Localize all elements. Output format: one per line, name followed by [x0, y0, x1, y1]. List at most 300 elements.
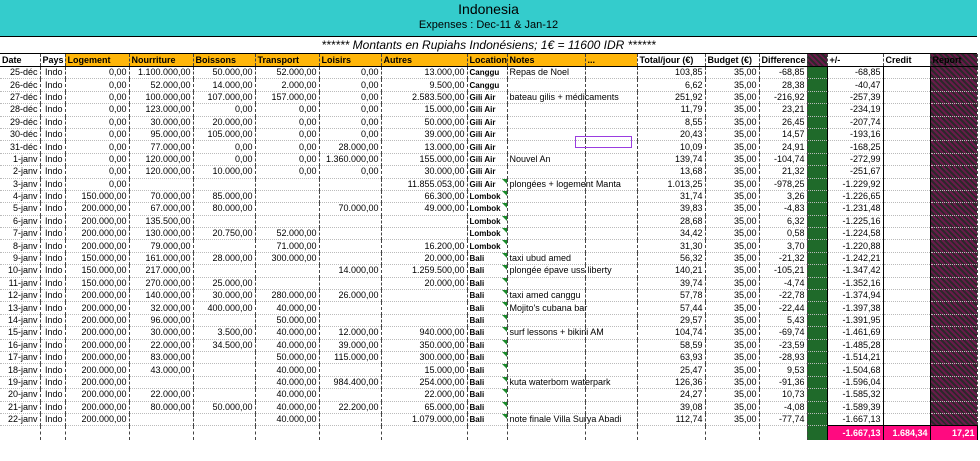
- cell-extra[interactable]: [585, 79, 637, 91]
- cell-boi[interactable]: [193, 351, 255, 363]
- cell-loc[interactable]: Bali: [467, 327, 507, 339]
- cell-pm[interactable]: -1.242,21: [827, 252, 883, 264]
- cell-aut[interactable]: 9.500,00: [381, 79, 467, 91]
- cell-aut[interactable]: 15.000,00: [381, 364, 467, 376]
- cell-credit[interactable]: [883, 104, 930, 116]
- cell-extra[interactable]: [585, 228, 637, 240]
- cell-mark[interactable]: [807, 104, 827, 116]
- cell-pays[interactable]: Indo: [40, 141, 65, 153]
- cell-extra[interactable]: [585, 166, 637, 178]
- cell-report[interactable]: [930, 203, 977, 215]
- cell-tot[interactable]: 56,32: [637, 252, 705, 264]
- cell-date[interactable]: 27-déc: [0, 91, 40, 103]
- cell-aut[interactable]: 254.000,00: [381, 376, 467, 388]
- cell-mark[interactable]: [807, 327, 827, 339]
- comment-indicator-icon[interactable]: [502, 340, 507, 345]
- cell-bud[interactable]: 35,00: [705, 376, 759, 388]
- cell-log[interactable]: 200.000,00: [65, 339, 129, 351]
- cell-boi[interactable]: 28.000,00: [193, 252, 255, 264]
- cell-nour[interactable]: 30.000,00: [129, 116, 193, 128]
- cell-loi[interactable]: [319, 252, 381, 264]
- cell-nour[interactable]: 135.500,00: [129, 215, 193, 227]
- cell-nour[interactable]: [129, 376, 193, 388]
- column-header-loisirs[interactable]: Loisirs: [319, 54, 381, 67]
- cell-pm[interactable]: -251,67: [827, 166, 883, 178]
- cell-mark[interactable]: [807, 153, 827, 165]
- cell-tot[interactable]: 103,85: [637, 67, 705, 79]
- totals-extra[interactable]: [585, 426, 637, 441]
- cell-loc[interactable]: Bali: [467, 364, 507, 376]
- cell-loi[interactable]: 1.360.000,00: [319, 153, 381, 165]
- cell-pays[interactable]: Indo: [40, 364, 65, 376]
- cell-pays[interactable]: Indo: [40, 376, 65, 388]
- cell-nour[interactable]: 67.000,00: [129, 203, 193, 215]
- totals-bud[interactable]: [705, 426, 759, 441]
- cell-diff[interactable]: -978,25: [759, 178, 807, 190]
- cell-pays[interactable]: Indo: [40, 228, 65, 240]
- cell-log[interactable]: 200.000,00: [65, 401, 129, 413]
- cell-credit[interactable]: [883, 215, 930, 227]
- cell-tot[interactable]: 10,09: [637, 141, 705, 153]
- totals-credit[interactable]: 1.684,34: [883, 426, 930, 441]
- cell-loi[interactable]: [319, 178, 381, 190]
- cell-boi[interactable]: 14.000,00: [193, 79, 255, 91]
- cell-note[interactable]: [507, 190, 585, 202]
- cell-date[interactable]: 9-janv: [0, 252, 40, 264]
- column-header-difference[interactable]: Difference: [759, 54, 807, 67]
- cell-tot[interactable]: 6,62: [637, 79, 705, 91]
- cell-credit[interactable]: [883, 290, 930, 302]
- cell-date[interactable]: 17-janv: [0, 351, 40, 363]
- cell-mark[interactable]: [807, 79, 827, 91]
- cell-tot[interactable]: 140,21: [637, 265, 705, 277]
- cell-aut[interactable]: 30.000,00: [381, 166, 467, 178]
- comment-indicator-icon[interactable]: [502, 203, 507, 208]
- cell-pm[interactable]: -193,16: [827, 128, 883, 140]
- cell-tra[interactable]: 52.000,00: [255, 228, 319, 240]
- cell-bud[interactable]: 35,00: [705, 203, 759, 215]
- cell-diff[interactable]: -4,08: [759, 401, 807, 413]
- cell-credit[interactable]: [883, 314, 930, 326]
- cell-mark[interactable]: [807, 240, 827, 252]
- cell-report[interactable]: [930, 265, 977, 277]
- cell-bud[interactable]: 35,00: [705, 290, 759, 302]
- cell-mark[interactable]: [807, 91, 827, 103]
- cell-report[interactable]: [930, 314, 977, 326]
- cell-note[interactable]: bateau gilis + médicaments: [507, 91, 585, 103]
- cell-aut[interactable]: 49.000,00: [381, 203, 467, 215]
- cell-mark[interactable]: [807, 228, 827, 240]
- cell-note[interactable]: [507, 128, 585, 140]
- cell-loc[interactable]: Lombok: [467, 228, 507, 240]
- cell-mark[interactable]: [807, 116, 827, 128]
- cell-boi[interactable]: [193, 389, 255, 401]
- cell-diff[interactable]: 0,58: [759, 228, 807, 240]
- cell-tot[interactable]: 8,55: [637, 116, 705, 128]
- cell-diff[interactable]: -22,78: [759, 290, 807, 302]
- column-header-location[interactable]: Location: [467, 54, 507, 67]
- selected-cell[interactable]: [575, 136, 632, 148]
- cell-log[interactable]: 200.000,00: [65, 364, 129, 376]
- column-header-pays[interactable]: Pays: [40, 54, 65, 67]
- cell-log[interactable]: 200.000,00: [65, 389, 129, 401]
- cell-aut[interactable]: 155.000,00: [381, 153, 467, 165]
- column-header-col15[interactable]: +/-: [827, 54, 883, 67]
- totals-report[interactable]: 17,21: [930, 426, 977, 441]
- cell-aut[interactable]: 11.855.053,00: [381, 178, 467, 190]
- cell-tra[interactable]: 280.000,00: [255, 290, 319, 302]
- comment-indicator-icon[interactable]: [502, 302, 507, 307]
- cell-pays[interactable]: Indo: [40, 339, 65, 351]
- cell-loi[interactable]: 0,00: [319, 67, 381, 79]
- cell-boi[interactable]: 3.500,00: [193, 327, 255, 339]
- cell-nour[interactable]: 96.000,00: [129, 314, 193, 326]
- cell-bud[interactable]: 35,00: [705, 389, 759, 401]
- cell-diff[interactable]: -22,44: [759, 302, 807, 314]
- cell-diff[interactable]: -77,74: [759, 413, 807, 425]
- cell-credit[interactable]: [883, 351, 930, 363]
- cell-tra[interactable]: [255, 215, 319, 227]
- cell-credit[interactable]: [883, 339, 930, 351]
- cell-report[interactable]: [930, 141, 977, 153]
- cell-note[interactable]: Mojito's cubana bar: [507, 302, 585, 314]
- cell-note[interactable]: [507, 401, 585, 413]
- cell-tot[interactable]: 31,74: [637, 190, 705, 202]
- cell-loi[interactable]: 115.000,00: [319, 351, 381, 363]
- cell-pays[interactable]: Indo: [40, 389, 65, 401]
- cell-pm[interactable]: -1.225,16: [827, 215, 883, 227]
- cell-note[interactable]: [507, 364, 585, 376]
- cell-bud[interactable]: 35,00: [705, 327, 759, 339]
- cell-tra[interactable]: 40.000,00: [255, 302, 319, 314]
- cell-diff[interactable]: 23,21: [759, 104, 807, 116]
- totals-diff[interactable]: [759, 426, 807, 441]
- totals-pays[interactable]: [40, 426, 65, 441]
- column-header-col10[interactable]: ...: [585, 54, 637, 67]
- cell-pm[interactable]: -40,47: [827, 79, 883, 91]
- cell-aut[interactable]: [381, 215, 467, 227]
- cell-loc[interactable]: Bali: [467, 376, 507, 388]
- cell-aut[interactable]: 16.200,00: [381, 240, 467, 252]
- cell-mark[interactable]: [807, 166, 827, 178]
- cell-tot[interactable]: 251,92: [637, 91, 705, 103]
- cell-bud[interactable]: 35,00: [705, 79, 759, 91]
- cell-log[interactable]: 200.000,00: [65, 376, 129, 388]
- cell-pm[interactable]: -1.504,68: [827, 364, 883, 376]
- cell-log[interactable]: 200.000,00: [65, 327, 129, 339]
- comment-indicator-icon[interactable]: [502, 364, 507, 369]
- cell-aut[interactable]: [381, 290, 467, 302]
- cell-report[interactable]: [930, 302, 977, 314]
- cell-pays[interactable]: Indo: [40, 166, 65, 178]
- cell-loc[interactable]: Gili Air: [467, 91, 507, 103]
- cell-mark[interactable]: [807, 215, 827, 227]
- cell-credit[interactable]: [883, 389, 930, 401]
- cell-loc[interactable]: Canggu: [467, 67, 507, 79]
- cell-extra[interactable]: [585, 67, 637, 79]
- cell-bud[interactable]: 35,00: [705, 128, 759, 140]
- cell-pays[interactable]: Indo: [40, 302, 65, 314]
- comment-indicator-icon[interactable]: [502, 265, 507, 270]
- cell-loi[interactable]: [319, 413, 381, 425]
- cell-mark[interactable]: [807, 277, 827, 289]
- cell-bud[interactable]: 35,00: [705, 215, 759, 227]
- cell-boi[interactable]: 10.000,00: [193, 166, 255, 178]
- cell-credit[interactable]: [883, 203, 930, 215]
- column-header-marker[interactable]: [807, 54, 827, 67]
- cell-pm[interactable]: -1.391,95: [827, 314, 883, 326]
- cell-tra[interactable]: 0,00: [255, 166, 319, 178]
- cell-mark[interactable]: [807, 389, 827, 401]
- cell-credit[interactable]: [883, 116, 930, 128]
- cell-boi[interactable]: 107.000,00: [193, 91, 255, 103]
- cell-pays[interactable]: Indo: [40, 351, 65, 363]
- cell-loc[interactable]: Bali: [467, 302, 507, 314]
- cell-loc[interactable]: Lombok: [467, 203, 507, 215]
- cell-bud[interactable]: 35,00: [705, 104, 759, 116]
- cell-mark[interactable]: [807, 290, 827, 302]
- cell-log[interactable]: 0,00: [65, 67, 129, 79]
- cell-loi[interactable]: 28.000,00: [319, 141, 381, 153]
- cell-aut[interactable]: 20.000,00: [381, 252, 467, 264]
- cell-note[interactable]: [507, 314, 585, 326]
- cell-bud[interactable]: 35,00: [705, 116, 759, 128]
- cell-boi[interactable]: 400.000,00: [193, 302, 255, 314]
- totals-boi[interactable]: [193, 426, 255, 441]
- cell-tra[interactable]: [255, 265, 319, 277]
- cell-bud[interactable]: 35,00: [705, 153, 759, 165]
- cell-pays[interactable]: Indo: [40, 265, 65, 277]
- cell-log[interactable]: 200.000,00: [65, 228, 129, 240]
- cell-credit[interactable]: [883, 141, 930, 153]
- cell-credit[interactable]: [883, 190, 930, 202]
- cell-tra[interactable]: 40.000,00: [255, 339, 319, 351]
- cell-aut[interactable]: 350.000,00: [381, 339, 467, 351]
- cell-note[interactable]: plongées + logement Manta: [507, 178, 585, 190]
- cell-tra[interactable]: 50.000,00: [255, 351, 319, 363]
- cell-note[interactable]: [507, 351, 585, 363]
- cell-date[interactable]: 28-déc: [0, 104, 40, 116]
- cell-mark[interactable]: [807, 376, 827, 388]
- cell-boi[interactable]: 0,00: [193, 141, 255, 153]
- cell-boi[interactable]: [193, 364, 255, 376]
- cell-date[interactable]: 16-janv: [0, 339, 40, 351]
- cell-diff[interactable]: 24,91: [759, 141, 807, 153]
- cell-mark[interactable]: [807, 302, 827, 314]
- column-header-credit[interactable]: Credit: [883, 54, 930, 67]
- cell-diff[interactable]: 6,32: [759, 215, 807, 227]
- cell-date[interactable]: 31-déc: [0, 141, 40, 153]
- cell-log[interactable]: 150.000,00: [65, 265, 129, 277]
- comment-indicator-icon[interactable]: [502, 179, 507, 184]
- cell-report[interactable]: [930, 277, 977, 289]
- cell-nour[interactable]: 100.000,00: [129, 91, 193, 103]
- cell-nour[interactable]: 32.000,00: [129, 302, 193, 314]
- comment-indicator-icon[interactable]: [502, 228, 507, 233]
- cell-credit[interactable]: [883, 228, 930, 240]
- cell-extra[interactable]: [585, 389, 637, 401]
- cell-boi[interactable]: 20.750,00: [193, 228, 255, 240]
- cell-date[interactable]: 6-janv: [0, 215, 40, 227]
- cell-pays[interactable]: Indo: [40, 203, 65, 215]
- cell-nour[interactable]: 217.000,00: [129, 265, 193, 277]
- cell-nour[interactable]: 140.000,00: [129, 290, 193, 302]
- comment-indicator-icon[interactable]: [502, 191, 507, 196]
- cell-credit[interactable]: [883, 166, 930, 178]
- cell-diff[interactable]: -4,74: [759, 277, 807, 289]
- cell-loc[interactable]: Gili Air: [467, 141, 507, 153]
- cell-aut[interactable]: 300.000,00: [381, 351, 467, 363]
- cell-boi[interactable]: 85.000,00: [193, 190, 255, 202]
- cell-credit[interactable]: [883, 302, 930, 314]
- cell-pm[interactable]: -1.352,16: [827, 277, 883, 289]
- cell-date[interactable]: 18-janv: [0, 364, 40, 376]
- cell-pays[interactable]: Indo: [40, 327, 65, 339]
- column-header-date[interactable]: Date: [0, 54, 40, 67]
- cell-credit[interactable]: [883, 153, 930, 165]
- totals-mark[interactable]: [807, 426, 827, 441]
- totals-loc[interactable]: [467, 426, 507, 441]
- cell-note[interactable]: [507, 203, 585, 215]
- totals-loi[interactable]: [319, 426, 381, 441]
- cell-diff[interactable]: -91,36: [759, 376, 807, 388]
- cell-tra[interactable]: 50.000,00: [255, 314, 319, 326]
- cell-loi[interactable]: 26.000,00: [319, 290, 381, 302]
- cell-extra[interactable]: [585, 153, 637, 165]
- cell-mark[interactable]: [807, 265, 827, 277]
- cell-boi[interactable]: [193, 413, 255, 425]
- cell-boi[interactable]: 105.000,00: [193, 128, 255, 140]
- cell-extra[interactable]: [585, 302, 637, 314]
- cell-extra[interactable]: [585, 116, 637, 128]
- cell-loi[interactable]: [319, 190, 381, 202]
- cell-aut[interactable]: 65.000,00: [381, 401, 467, 413]
- cell-note[interactable]: [507, 166, 585, 178]
- cell-boi[interactable]: 25.000,00: [193, 277, 255, 289]
- cell-log[interactable]: 0,00: [65, 141, 129, 153]
- cell-credit[interactable]: [883, 128, 930, 140]
- cell-loc[interactable]: Bali: [467, 401, 507, 413]
- cell-loi[interactable]: [319, 240, 381, 252]
- cell-nour[interactable]: 79.000,00: [129, 240, 193, 252]
- cell-extra[interactable]: [585, 339, 637, 351]
- cell-mark[interactable]: [807, 178, 827, 190]
- cell-bud[interactable]: 35,00: [705, 190, 759, 202]
- cell-tot[interactable]: 58,59: [637, 339, 705, 351]
- cell-tra[interactable]: 0,00: [255, 153, 319, 165]
- comment-indicator-icon[interactable]: [502, 278, 507, 283]
- cell-tra[interactable]: 0,00: [255, 104, 319, 116]
- cell-log[interactable]: 0,00: [65, 116, 129, 128]
- cell-pays[interactable]: Indo: [40, 413, 65, 425]
- cell-credit[interactable]: [883, 67, 930, 79]
- comment-indicator-icon[interactable]: [502, 290, 507, 295]
- cell-log[interactable]: 200.000,00: [65, 203, 129, 215]
- cell-tot[interactable]: 63,93: [637, 351, 705, 363]
- cell-date[interactable]: 14-janv: [0, 314, 40, 326]
- cell-date[interactable]: 29-déc: [0, 116, 40, 128]
- cell-log[interactable]: 200.000,00: [65, 240, 129, 252]
- cell-loc[interactable]: Bali: [467, 252, 507, 264]
- cell-report[interactable]: [930, 67, 977, 79]
- cell-extra[interactable]: [585, 364, 637, 376]
- cell-pm[interactable]: -1.596,04: [827, 376, 883, 388]
- cell-loi[interactable]: 0,00: [319, 166, 381, 178]
- cell-loc[interactable]: Gili Air: [467, 104, 507, 116]
- cell-diff[interactable]: 21,32: [759, 166, 807, 178]
- cell-pays[interactable]: Indo: [40, 153, 65, 165]
- cell-note[interactable]: [507, 277, 585, 289]
- cell-diff[interactable]: -21,32: [759, 252, 807, 264]
- cell-credit[interactable]: [883, 364, 930, 376]
- cell-date[interactable]: 7-janv: [0, 228, 40, 240]
- cell-loc[interactable]: Bali: [467, 413, 507, 425]
- cell-log[interactable]: 200.000,00: [65, 215, 129, 227]
- cell-date[interactable]: 22-janv: [0, 413, 40, 425]
- cell-diff[interactable]: 14,57: [759, 128, 807, 140]
- cell-aut[interactable]: 2.583.500,00: [381, 91, 467, 103]
- cell-diff[interactable]: -28,93: [759, 351, 807, 363]
- cell-log[interactable]: 0,00: [65, 128, 129, 140]
- cell-log[interactable]: 0,00: [65, 178, 129, 190]
- cell-date[interactable]: 30-déc: [0, 128, 40, 140]
- cell-loi[interactable]: 14.000,00: [319, 265, 381, 277]
- cell-pm[interactable]: -68,85: [827, 67, 883, 79]
- cell-bud[interactable]: 35,00: [705, 364, 759, 376]
- totals-log[interactable]: [65, 426, 129, 441]
- cell-nour[interactable]: 52.000,00: [129, 79, 193, 91]
- cell-nour[interactable]: 95.000,00: [129, 128, 193, 140]
- comment-indicator-icon[interactable]: [502, 402, 507, 407]
- cell-report[interactable]: [930, 401, 977, 413]
- cell-bud[interactable]: 35,00: [705, 339, 759, 351]
- cell-mark[interactable]: [807, 190, 827, 202]
- cell-loc[interactable]: Lombok: [467, 215, 507, 227]
- cell-aut[interactable]: 13.000,00: [381, 141, 467, 153]
- cell-boi[interactable]: [193, 376, 255, 388]
- cell-tra[interactable]: 40.000,00: [255, 389, 319, 401]
- cell-nour[interactable]: [129, 413, 193, 425]
- cell-note[interactable]: Nouvel An: [507, 153, 585, 165]
- cell-loc[interactable]: Gili Air: [467, 153, 507, 165]
- cell-extra[interactable]: [585, 240, 637, 252]
- cell-pm[interactable]: -168,25: [827, 141, 883, 153]
- cell-tot[interactable]: 39,83: [637, 203, 705, 215]
- cell-boi[interactable]: 20.000,00: [193, 116, 255, 128]
- cell-report[interactable]: [930, 252, 977, 264]
- cell-loc[interactable]: Gili Air: [467, 178, 507, 190]
- comment-indicator-icon[interactable]: [502, 389, 507, 394]
- cell-pays[interactable]: Indo: [40, 252, 65, 264]
- cell-tra[interactable]: 300.000,00: [255, 252, 319, 264]
- cell-tot[interactable]: 31,30: [637, 240, 705, 252]
- cell-report[interactable]: [930, 166, 977, 178]
- cell-note[interactable]: [507, 141, 585, 153]
- cell-log[interactable]: 200.000,00: [65, 413, 129, 425]
- cell-tot[interactable]: 34,42: [637, 228, 705, 240]
- cell-extra[interactable]: [585, 252, 637, 264]
- cell-credit[interactable]: [883, 277, 930, 289]
- cell-diff[interactable]: -68,85: [759, 67, 807, 79]
- cell-tot[interactable]: 11,79: [637, 104, 705, 116]
- cell-nour[interactable]: 1.100.000,00: [129, 67, 193, 79]
- cell-report[interactable]: [930, 240, 977, 252]
- cell-log[interactable]: 200.000,00: [65, 302, 129, 314]
- cell-boi[interactable]: 80.000,00: [193, 203, 255, 215]
- cell-boi[interactable]: [193, 178, 255, 190]
- cell-note[interactable]: [507, 215, 585, 227]
- cell-tra[interactable]: 0,00: [255, 116, 319, 128]
